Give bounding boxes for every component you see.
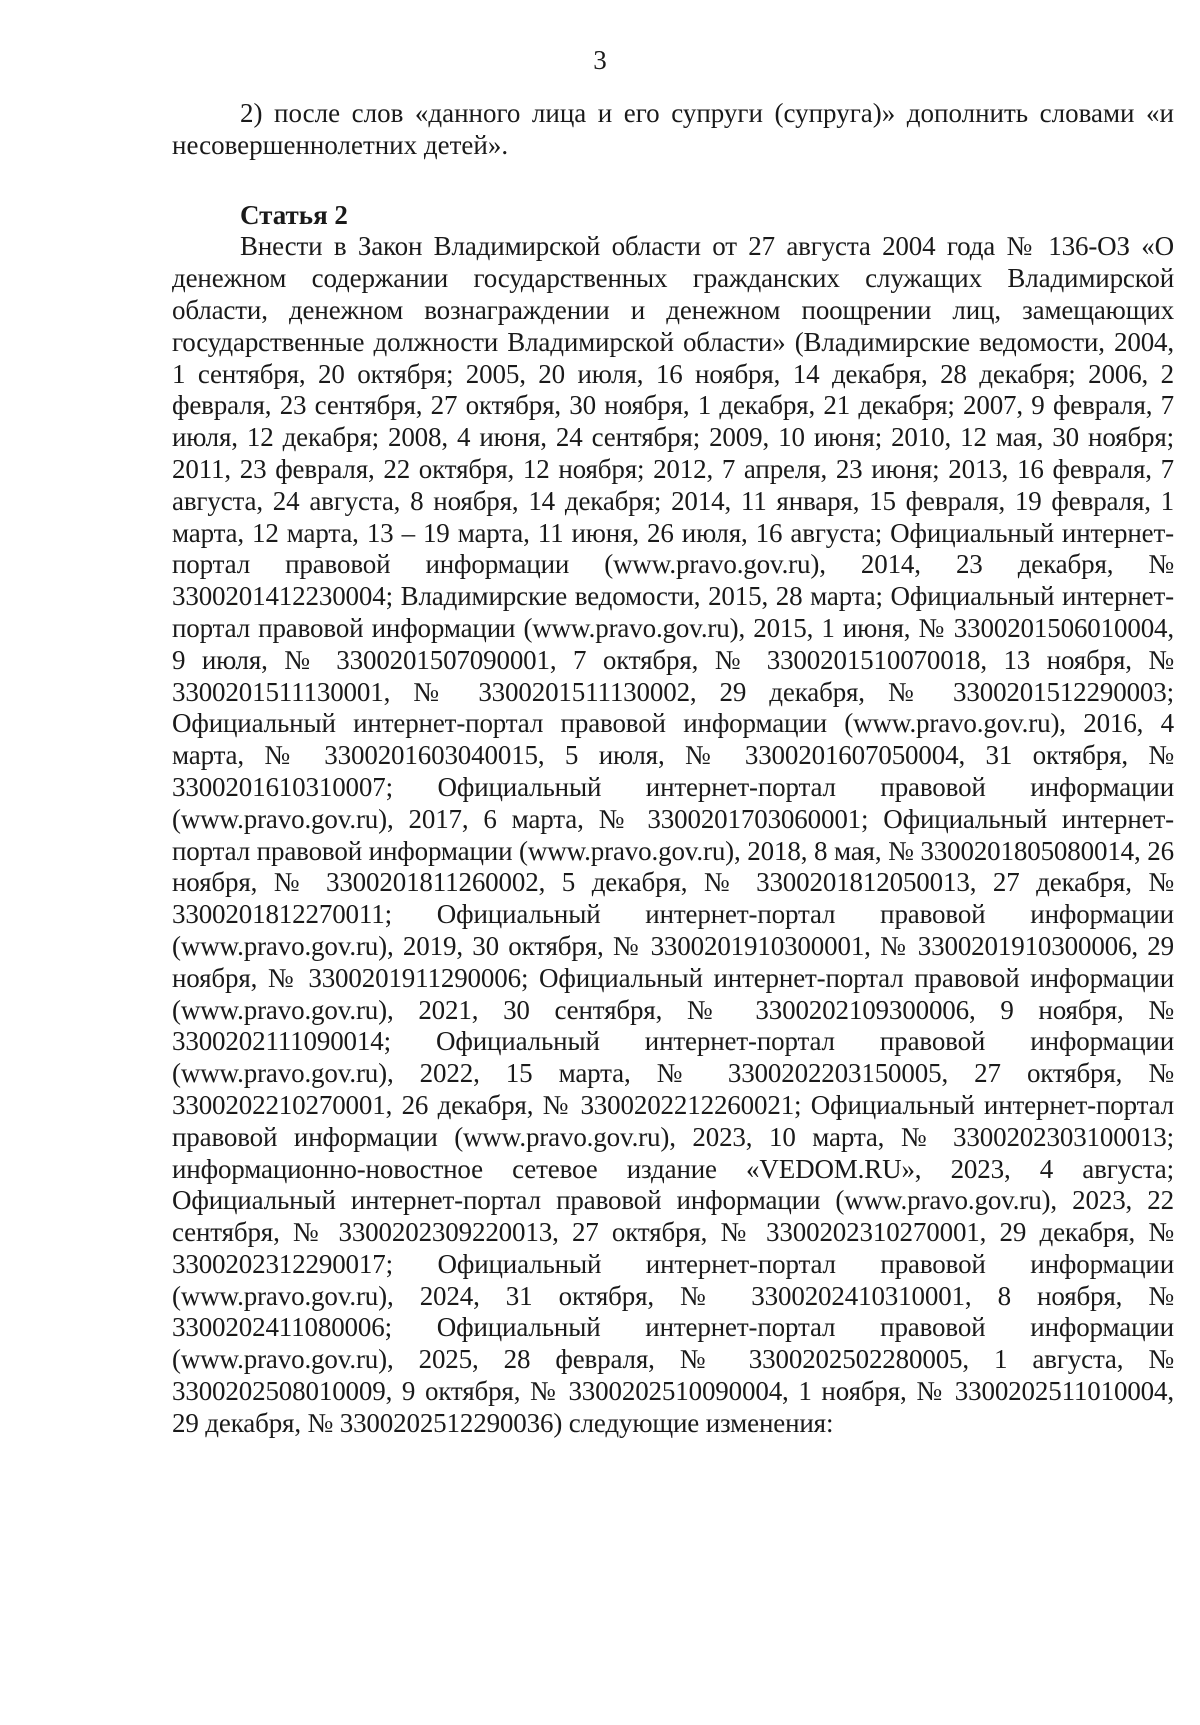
article-body: Внести в Закон Владимирской области от 27 августа 2004 года № 136-ОЗ «О денежном содержании государственных гражданских служащих Владимирской области, денежном вознаграждении и денежном поощрении лиц, замещающих государственные должности Владимирской области» (Владимирские ведомости, 2004, 1 сентября, 20 октября; 2005, 20 июля, 16 ноября, 14 декабря, 28 декабря; 2006, 2 февраля, 23 сентября, 27 октября, 30 ноября, 1 декабря, 21 декабря; 2007, 9 февраля, 7 июля, 12 декабря; 2008, 4 июня, 24 сентября; 2009, 10 июня; 2010, 12 мая, 30 ноября; 2011, 23 февраля, 22 октября, 12 ноября; 2012, 7 апреля, 23 июня; 2013, 16 февраля, 7 августа, 24 августа, 8 ноября, 14 декабря; 2014, 11 января, 15 февраля, 19 февраля, 1 марта, 12 марта, 13 – 19 марта, 11 июня, 26 июля, 16 августа; Официальный интернет-портал правовой информации (www.pravo.gov.ru), 2014, 23 декабря, № 3300201412230004; Владимирские ведомости, 2015, 28 марта; Официальный интернет-портал правовой информации (www.pravo.gov.ru), 2015, 1 июня, № 3300201506010004, 9 июля, № 3300201507090001, 7 октября, № 3300201510070018, 13 ноября, № 3300201511130001, № 3300201511130002, 29 декабря, № 3300201512290003; Официальный интернет-портал правовой информации (www.pravo.gov.ru), 2016, 4 марта, № 3300201603040015, 5 июля, № 3300201607050004, 31 октября, № 3300201610310007; Официальный интернет-портал правовой информации (www.pravo.gov.ru), 2017, 6 марта, № 3300201703060001; Официальный интернет-портал правовой информации (www.pravo.gov.ru), 2018, 8 мая, № 3300201805080014, 26 ноября, № 3300201811260002, 5 декабря, № 3300201812050013, 27 декабря, № 3300201812270011; Официальный интернет-портал правовой информации (www.pravo.gov.ru), 2019, 30 октября, № 3300201910300001, № 3300201910300006, 29 ноября, № 3300201911290006; Официальный интернет-портал правовой информации (www.pravo.gov.ru), 2021, 30 сентября, № 3300202109300006, 9 ноября, № 3300202111090014; Официальный интернет-портал правовой информации (www.pravo.gov.ru), 2022, 15 марта, № 3300202203150005, 27 октября, № 3300202210270001, 26 декабря, № 3300202212260021; Официальный интернет-портал правовой информации (www.pravo.gov.ru), 2023, 10 марта, № 3300202303100013; информационно-новостное сетевое издание «VEDOM.RU», 2023, 4 августа; Официальный интернет-портал правовой информации (www.pravo.gov.ru), 2023, 22 сентября, № 3300202309220013, 27 октября, № 3300202310270001, 29 декабря, № 3300202312290017; Официальный интернет-портал правовой информации (www.pravo.gov.ru), 2024, 31 октября, № 3300202410310001, 8 ноября, № 3300202411080006; Официальный интернет-портал правовой информации (www.pravo.gov.ru), 2025, 28 февраля, № 3300202502280005, 1 августа, № 3300202508010009, 9 октября, № 3300202510090004, 1 ноября, № 3300202511010004, 29 декабря, № 3300202512290036) следующие изменения:: [172, 231, 1174, 1438]
article-heading: Статья 2: [240, 199, 348, 230]
amendment-paragraph: 2) после слов «данного лица и его супруги (супруга)» дополнить словами «и несовершеннолетних детей».: [172, 98, 1174, 160]
document-body: [172, 98, 1174, 1440]
page-number: 3: [593, 45, 607, 75]
